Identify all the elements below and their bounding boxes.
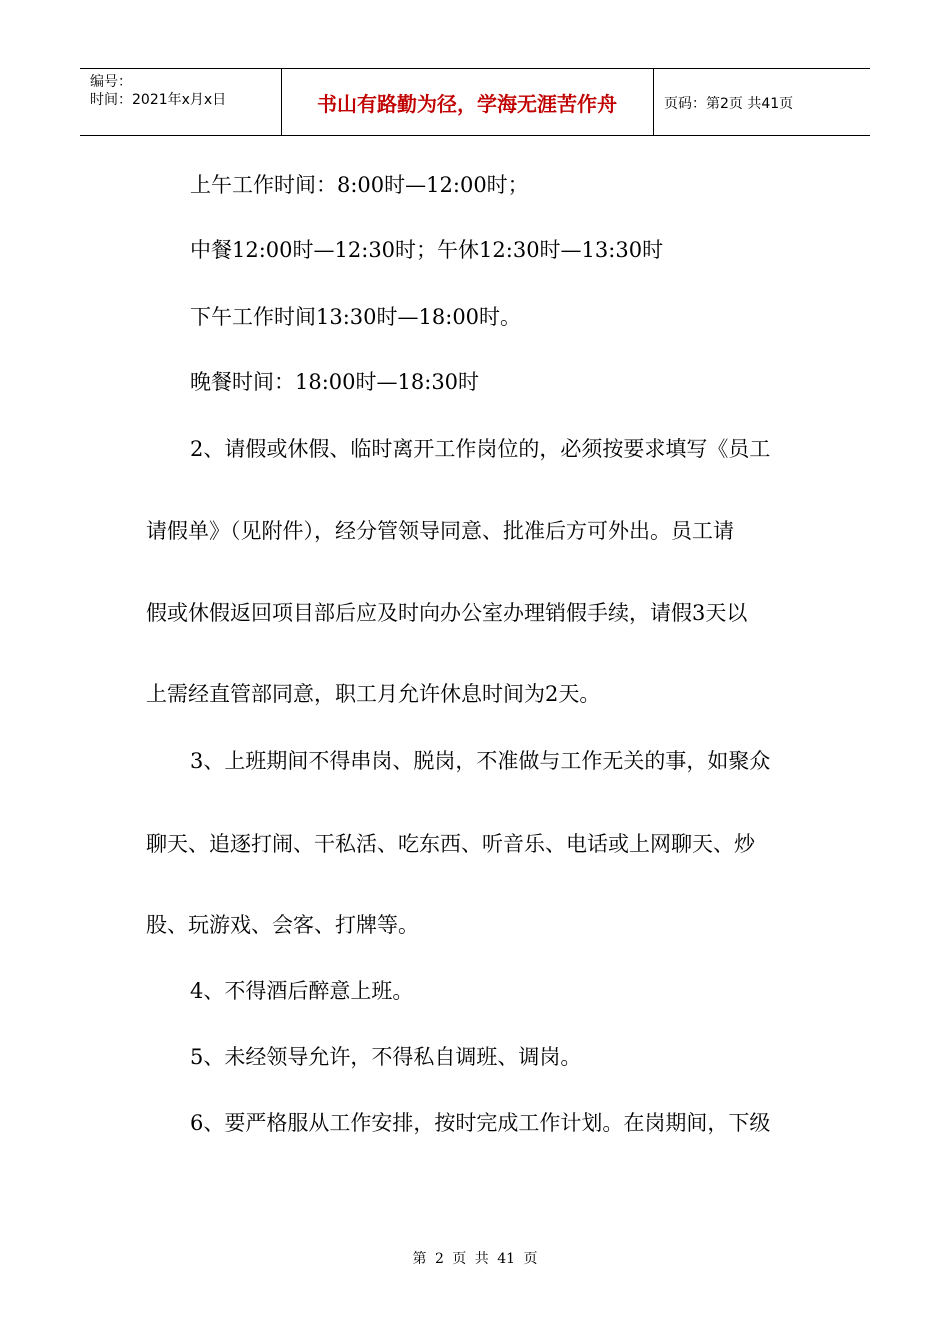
text-line: 上需经直管部同意，职工月允许休息时间为2天。 xyxy=(146,682,601,706)
text-line: 请假单》（见附件），经分管领导同意、批准后方可外出。员工请 xyxy=(146,519,734,543)
text-line: 上午工作时间：8:00时—12:00时； xyxy=(190,173,529,197)
header-divider xyxy=(653,69,654,135)
text-line: 6、要严格服从工作安排，按时完成工作计划。在岗期间，下级 xyxy=(190,1111,771,1135)
text-line: 聊天、追逐打闹、干私活、吃东西、听音乐、电话或上网聊天、炒 xyxy=(146,832,755,856)
text-line: 3、上班期间不得串岗、脱岗，不准做与工作无关的事，如聚众 xyxy=(190,749,771,773)
text-line: 4、不得酒后醉意上班。 xyxy=(190,979,414,1003)
text-line: 股、玩游戏、会客、打牌等。 xyxy=(146,913,419,937)
text-line: 假或休假返回项目部后应及时向办公室办理销假手续，请假3天以 xyxy=(146,601,748,625)
text-line: 下午工作时间13:30时—18:00时。 xyxy=(190,305,522,329)
header-page-info: 页码：第2页 共41页 xyxy=(664,96,794,112)
text-line: 2、请假或休假、临时离开工作岗位的，必须按要求填写《员工 xyxy=(190,437,771,461)
page-footer: 第 2 页 共 41 页 xyxy=(412,1251,538,1267)
text-line: 5、未经领导允许，不得私自调班、调岗。 xyxy=(190,1045,582,1069)
date-label: 时间：2021年x月x日 xyxy=(90,92,227,108)
serial-number-label: 编号： xyxy=(90,74,132,90)
document-header xyxy=(80,68,870,136)
text-line: 晚餐时间：18:00时—18:30时 xyxy=(190,370,480,394)
text-line: 中餐12:00时—12:30时；午休12:30时—13:30时 xyxy=(190,238,664,262)
header-motto: 书山有路勤为径，学海无涯苦作舟 xyxy=(317,91,617,116)
header-meta xyxy=(80,69,281,135)
